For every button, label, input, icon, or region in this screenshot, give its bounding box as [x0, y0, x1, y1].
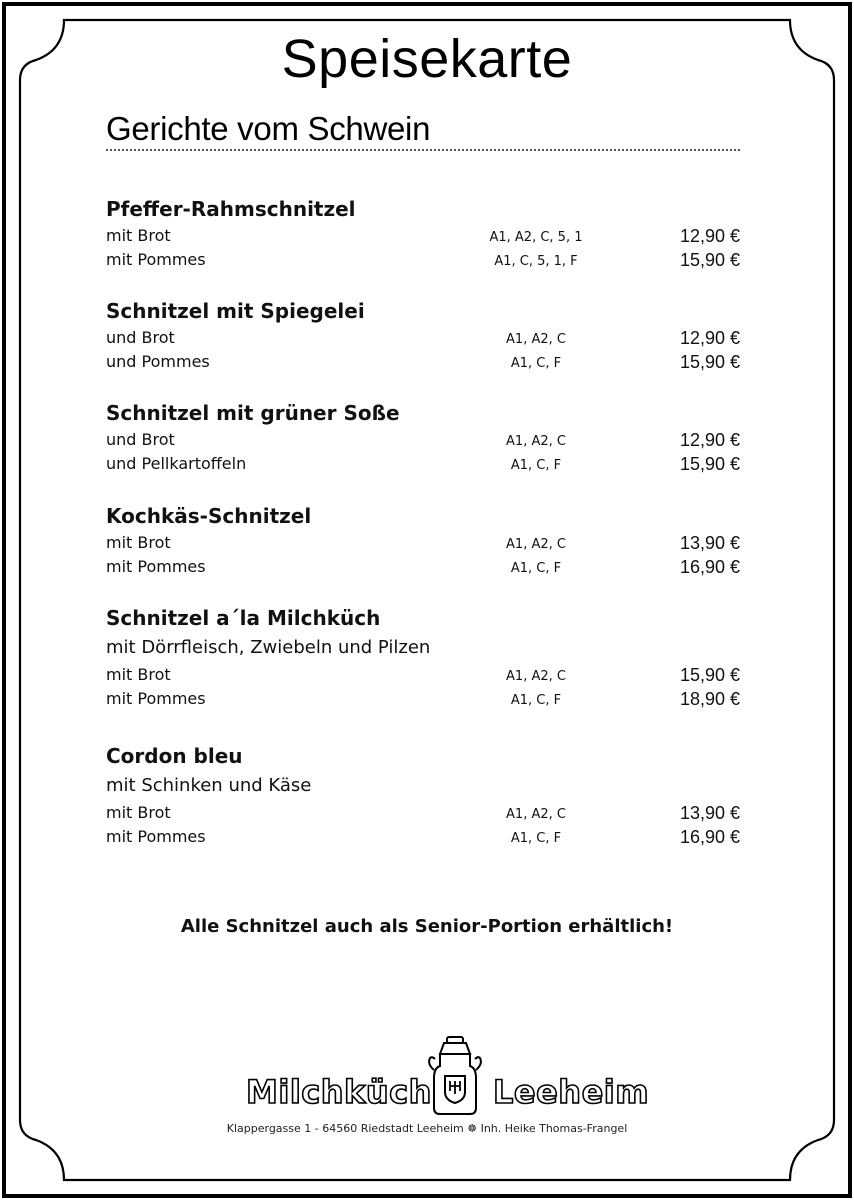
dish-option-row — [106, 428, 740, 452]
dish-option-row — [106, 326, 740, 350]
option-label: mit Pommes — [106, 250, 206, 269]
option-label: mit Pommes — [106, 557, 206, 576]
allergen-codes: A1, C, F — [510, 356, 562, 371]
option-label: mit Pommes — [106, 827, 206, 846]
allergen-codes: A1, C, F — [510, 458, 562, 473]
price: 15,90 € — [679, 454, 740, 474]
dish-name: Schnitzel mit grüner Soße — [106, 401, 400, 425]
senior-portion-note: Alle Schnitzel auch als Senior-Portion erhältlich! — [180, 916, 674, 937]
price: 12,90 € — [679, 430, 740, 450]
option-label: und Brot — [106, 430, 175, 449]
price: 12,90 € — [679, 226, 740, 246]
menu-title: Speisekarte — [281, 29, 573, 89]
dish-option-row — [106, 555, 740, 579]
dish-option-row — [106, 248, 740, 272]
dish-name: Kochkäs-Schnitzel — [106, 504, 312, 528]
dish-option-row — [106, 531, 740, 555]
section-title: Gerichte vom Schwein — [106, 110, 431, 147]
option-label: und Brot — [106, 328, 175, 347]
allergen-codes: A1, A2, C — [506, 434, 566, 449]
dish-option-row — [106, 687, 740, 711]
dish-option-row — [106, 825, 740, 849]
option-label: mit Brot — [106, 803, 171, 822]
option-label: mit Brot — [106, 533, 171, 552]
option-label: mit Pommes — [106, 689, 206, 708]
allergen-codes: A1, A2, C — [506, 669, 566, 684]
price: 13,90 € — [679, 533, 740, 553]
dish-name: Cordon bleu — [106, 744, 243, 768]
price: 15,90 € — [679, 352, 740, 372]
price: 18,90 € — [679, 689, 740, 709]
dish-name: Schnitzel mit Spiegelei — [106, 299, 365, 323]
option-label: und Pommes — [106, 352, 210, 371]
section-divider — [106, 149, 740, 151]
dish-schnitzel-mit-gruener-sosse — [106, 398, 740, 476]
dish-description: mit Schinken und Käse — [106, 775, 312, 796]
dish-option-row — [106, 224, 740, 248]
option-label: mit Brot — [106, 665, 171, 684]
allergen-codes: A1, C, F — [510, 561, 562, 576]
allergen-codes: A1, A2, C — [506, 807, 566, 822]
dish-option-row — [106, 663, 740, 687]
price: 16,90 € — [679, 557, 740, 577]
price: 16,90 € — [679, 827, 740, 847]
price: 13,90 € — [679, 803, 740, 823]
footer-address: Klappergasse 1 - 64560 Riedstadt Leeheim ☸ Inh. Heike Thomas-Frangel — [226, 1122, 628, 1135]
allergen-codes: A1, C, F — [510, 831, 562, 846]
logo-text-milchkuech: Milchküch — [246, 1073, 432, 1111]
dish-schnitzel-mit-spiegelei — [106, 296, 740, 374]
option-label: mit Brot — [106, 226, 171, 245]
dish-kochkaes-schnitzel — [106, 501, 740, 579]
allergen-codes: A1, C, 5, 1, F — [494, 254, 578, 269]
dish-name: Pfeffer-Rahmschnitzel — [106, 197, 356, 221]
dish-option-row — [106, 350, 740, 374]
dish-pfeffer-rahmschnitzel — [106, 194, 740, 272]
allergen-codes: A1, A2, C — [506, 332, 566, 347]
allergen-codes: A1, C, F — [510, 693, 562, 708]
milk-can-icon — [426, 1034, 486, 1118]
logo-text-leeheim: Leeheim — [493, 1073, 650, 1111]
price: 15,90 € — [679, 250, 740, 270]
dish-option-row — [106, 452, 740, 476]
price: 12,90 € — [679, 328, 740, 348]
allergen-codes: A1, A2, C — [506, 537, 566, 552]
dish-option-row — [106, 801, 740, 825]
price: 15,90 € — [679, 665, 740, 685]
dish-description: mit Dörrfleisch, Zwiebeln und Pilzen — [106, 637, 431, 658]
option-label: und Pellkartoffeln — [106, 454, 247, 473]
dish-name: Schnitzel a´la Milchküch — [106, 606, 381, 630]
dish-cordon-bleu — [106, 741, 740, 849]
allergen-codes: A1, A2, C, 5, 1 — [489, 230, 583, 245]
dish-schnitzel-a-la-milchkuech — [106, 603, 740, 711]
